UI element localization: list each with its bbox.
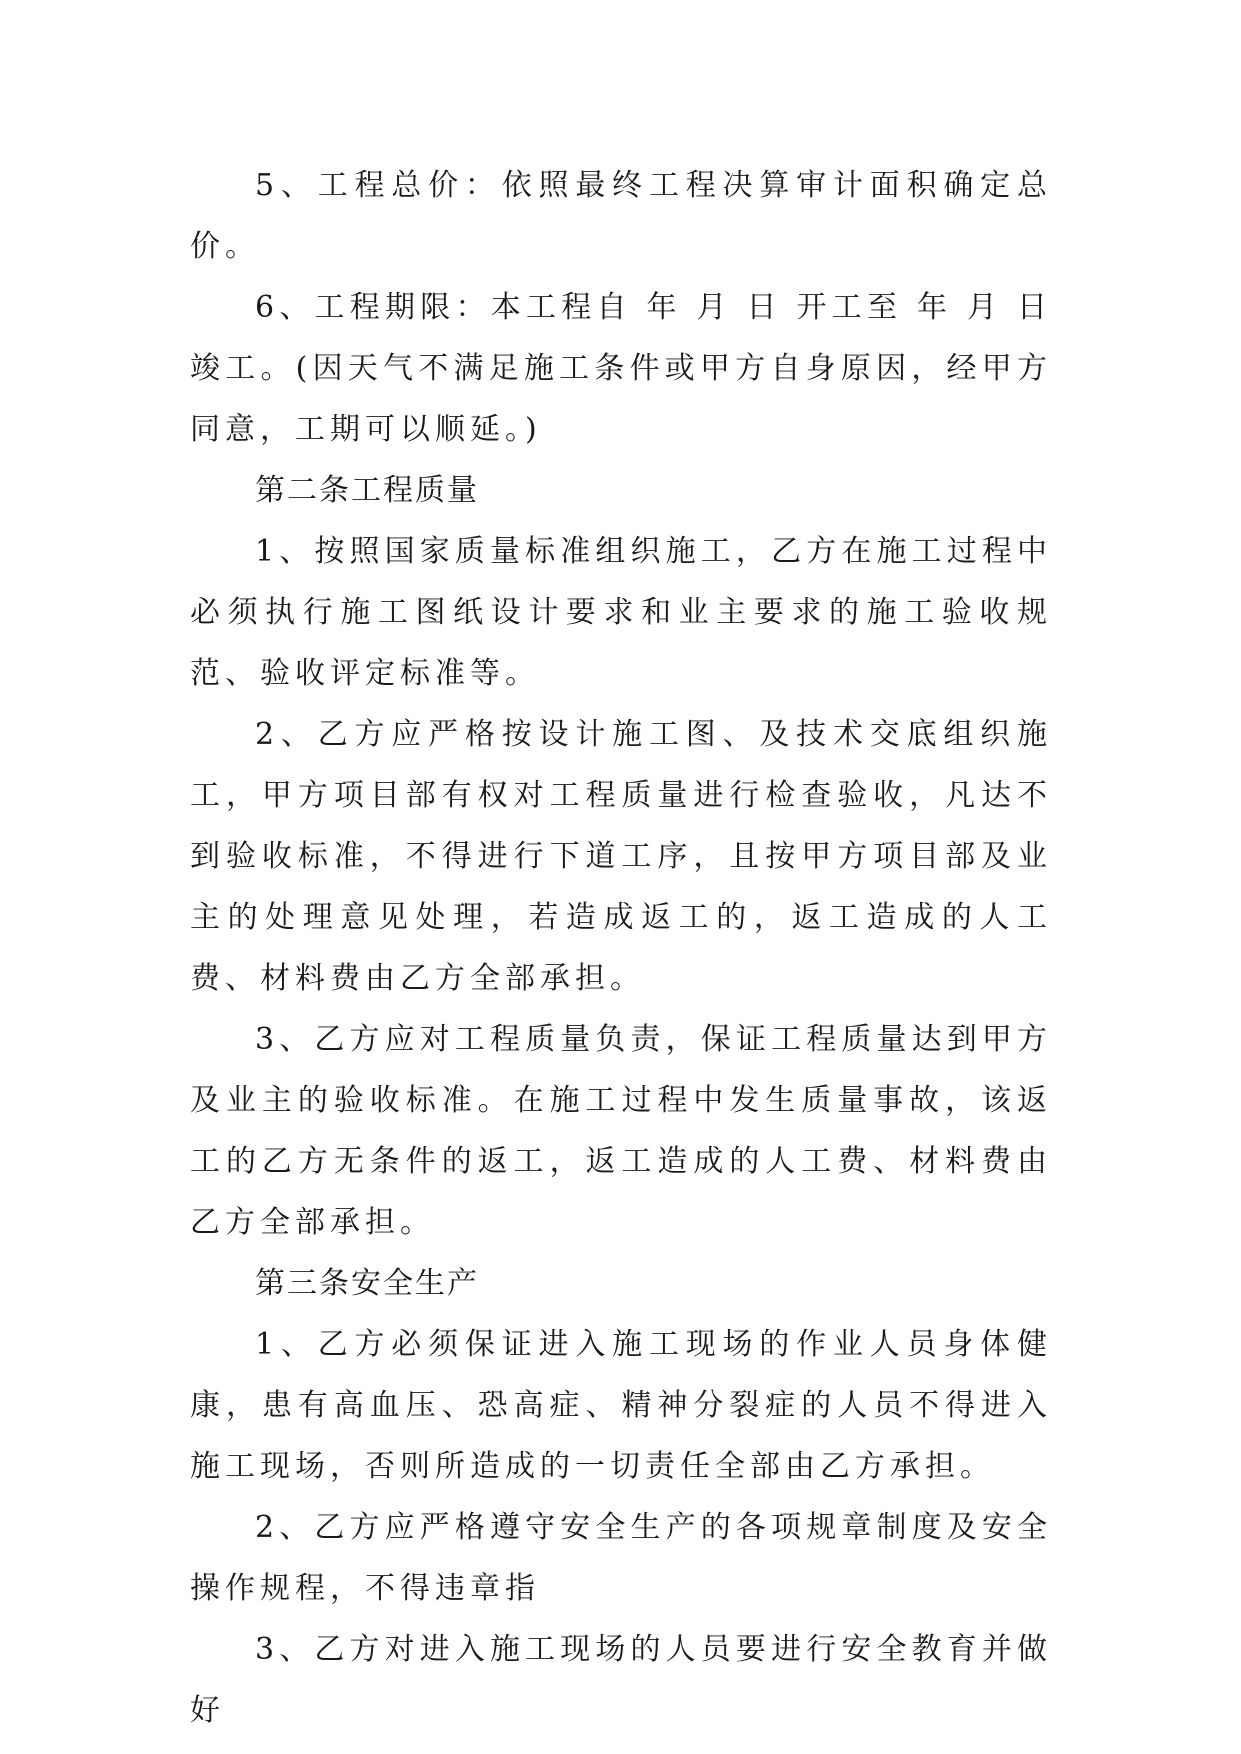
clause-construction-period: 6、工程期限：本工程自 年 月 日 开工至 年 月 日竣工。(因天气不满足施工条件或甲方自身原因，经甲方同意，工期可以顺延。) xyxy=(190,290,1052,447)
safety-clause-2: 2、乙方应严格遵守安全生产的各项规章制度及安全操作规程，不得违章指 xyxy=(190,1510,1052,1606)
clause-total-price: 5、工程总价：依照最终工程决算审计面积确定总价。 xyxy=(190,168,1052,264)
quality-clause-1: 1、按照国家质量标准组织施工，乙方在施工过程中必须执行施工图纸设计要求和业主要求的施工验收规范、验收评定标准等。 xyxy=(190,534,1052,691)
quality-clause-3: 3、乙方应对工程质量负责，保证工程质量达到甲方及业主的验收标准。在施工过程中发生质量事故，该返工的乙方无条件的返工，返工造成的人工费、材料费由乙方全部承担。 xyxy=(190,1022,1052,1240)
quality-clause-2: 2、乙方应严格按设计施工图、及技术交底组织施工，甲方项目部有权对工程质量进行检查验收，凡达不到验收标准，不得进行下道工序，且按甲方项目部及业主的处理意见处理，若造成返工的，返工造成的人工费、材料费由乙方全部承担。 xyxy=(190,717,1052,996)
safety-clause-3: 3、乙方对进入施工现场的人员要进行安全教育并做好 xyxy=(190,1632,1052,1728)
safety-clause-1: 1、乙方必须保证进入施工现场的作业人员身体健康，患有高血压、恐高症、精神分裂症的人员不得进入施工现场，否则所造成的一切责任全部由乙方承担。 xyxy=(190,1327,1052,1484)
document-body xyxy=(190,155,1052,1741)
section-heading-quality: 第二条工程质量 xyxy=(255,473,479,508)
section-heading-safety: 第三条安全生产 xyxy=(255,1266,479,1301)
